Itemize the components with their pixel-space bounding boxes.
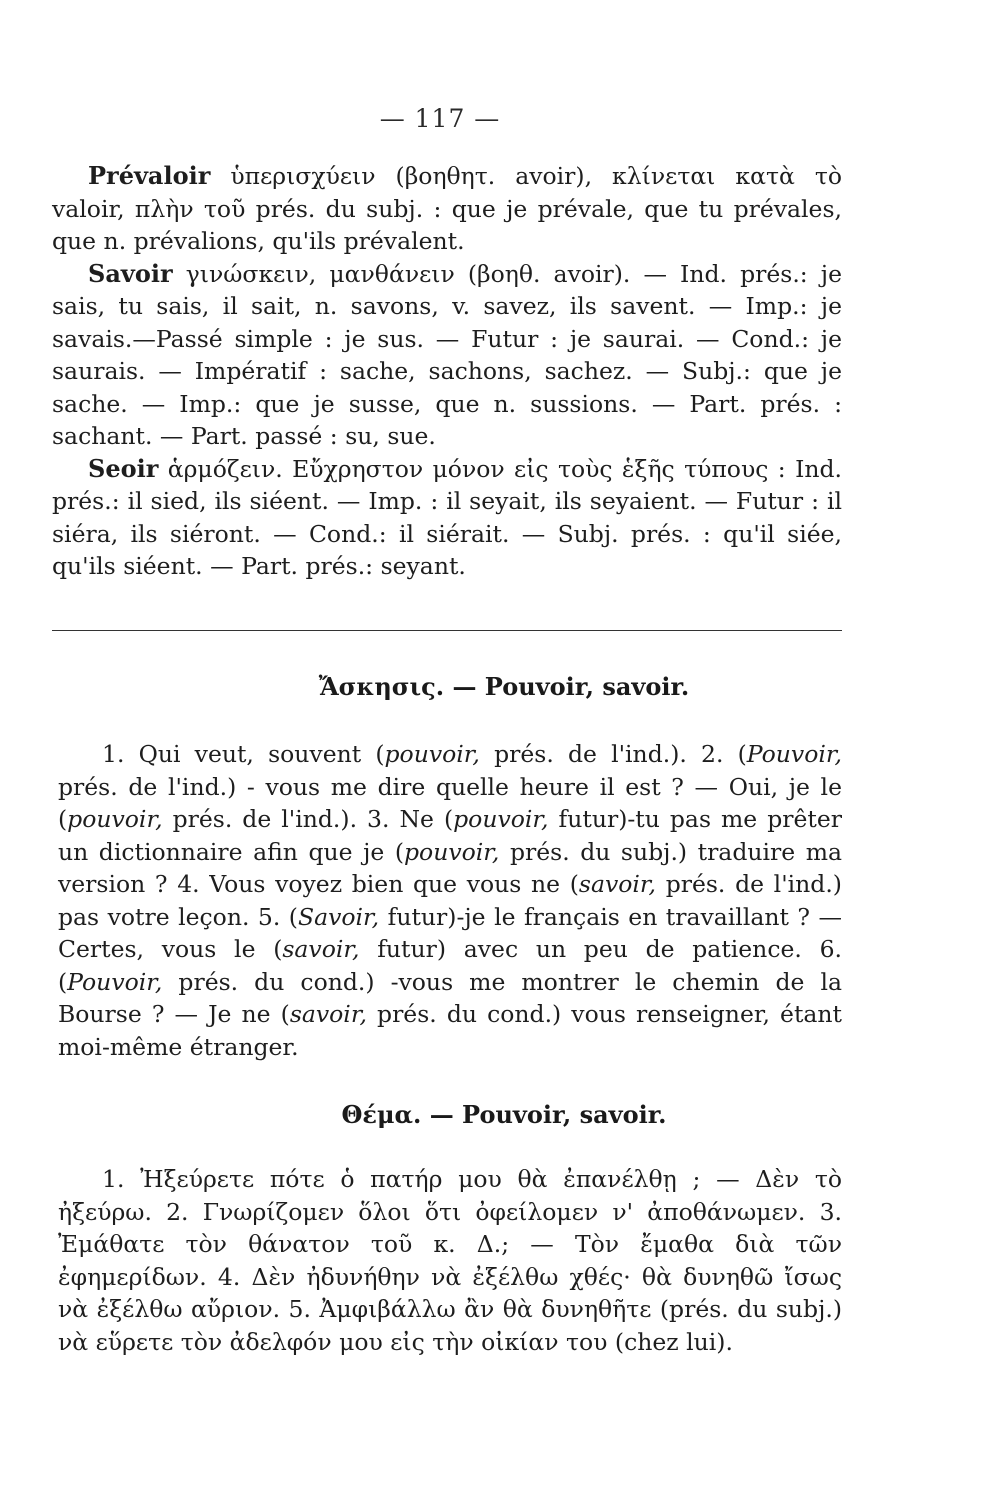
entry-head: Savoir: [88, 258, 173, 288]
entry-text: ὑπερισχύειν (βοηθητ. avoir), κλίνεται κατὰ τὸ valoir, πλὴν τοῦ prés. du subj. : que je prévale, que tu prévales, que n. prévalions, qu'ils prévalent.: [52, 162, 842, 255]
exercise-fragment: futur)-je le français en travaillant ? — Certes, vous le (: [58, 902, 842, 963]
exercise-fragment: 1. Qui veut, souvent (: [102, 740, 385, 768]
exercise-fragment: futur)-tu pas me prêter un dictionnaire afin que je (: [58, 805, 842, 866]
verb-cue: savoir,: [578, 870, 657, 898]
verb-cue: Pouvoir,: [746, 740, 842, 768]
exercise-fragment: prés. du subj.) traduire ma version ? 4. Vous voyez bien que vous ne (: [58, 837, 842, 898]
exercise-section: [58, 738, 842, 1063]
exercise-fragment: prés. de l'ind.) - vous me dire quelle heure il est ? — Oui, je le (: [58, 772, 842, 833]
theme-text: 1. Ἠξεύρετε πότε ὁ πατήρ μου θὰ ἐπανέλθῃ ; — Δὲν τὸ ἠξεύρω. 2. Γνωρίζομεν ὅλοι ὅτι ὀφείλομεν ν' ἀποθάνωμεν. 3. Ἐμάθατε τὸν θάνατον τοῦ κ. Δ.; — Τὸν ἔμαθα διὰ τῶν ἐφημερίδων. 4. Δὲν ἠδυνήθην νὰ ἐξέλθω χθές· θὰ δυνηθῶ ἴσως νὰ ἐξέλθω αὔριον. 5. Ἀμφιβάλλω ἂν θὰ δυνηθῆτε (prés. du subj.) νὰ εὕρετε τὸν ἀδελφόν μου εἰς τὴν οἰκίαν του (chez lui).: [58, 1165, 842, 1356]
verb-cue: savoir,: [289, 1000, 367, 1028]
theme-section: [58, 1163, 842, 1358]
verb-cue: pouvoir,: [453, 805, 549, 833]
theme-title-rest: — Pouvoir, savoir.: [421, 1100, 667, 1129]
grammar-section: [52, 160, 842, 583]
verb-cue: pouvoir,: [404, 837, 500, 866]
entry-savoir: [52, 258, 842, 453]
entry-seoir: [52, 453, 842, 583]
theme-title: [0, 1100, 1008, 1129]
entry-text: ἁρμόζειν. Εὔχρηστον μόνον εἰς τοὺς ἑξῆς τύπους : Ind. prés.: il sied, ils siéent. — Imp. : il seyait, ils seyaient. — Futur : il siéra, ils siéront. — Cond.: il siérait. — Subj. prés. : qu'il siée, qu'ils siéent. — Part. prés.: seyant.: [52, 454, 842, 580]
section-divider: [52, 630, 842, 631]
exercise-fragment: prés. de l'ind.). 3. Ne (: [162, 805, 454, 833]
verb-cue: Pouvoir,: [67, 967, 163, 996]
exercise-text: [58, 738, 842, 1063]
exercise-title-greek: Ἄσκησις.: [318, 672, 445, 701]
exercise-fragment: prés. de l'ind.) pas votre leçon. 5. (: [58, 870, 842, 931]
verb-cue: pouvoir,: [67, 805, 163, 833]
exercise-title: [0, 672, 1008, 701]
entry-prevaloir: [52, 160, 842, 258]
exercise-fragment: prés. du cond.) vous renseigner, étant moi-même étranger.: [58, 1000, 842, 1061]
exercise-fragment: prés. du cond.) -vous me montrer le chemin de la Bourse ? — Je ne (: [58, 967, 842, 1028]
verb-cue: savoir,: [282, 935, 360, 963]
entry-text: γινώσκειν, μανθάνειν (βοηθ. avoir). — Ind. prés.: je sais, tu sais, il sait, n. savons, v. savez, ils savent. — Imp.: je savais.—Passé simple : je sus. — Futur : je saurai. — Cond.: je saurais. — Impératif : sache, sachons, sachez. — Subj.: que je sache. — Imp.: que je susse, que n. sussions. — Part. prés. : sachant. — Part. passé : su, sue.: [52, 259, 842, 450]
exercise-fragment: prés. de l'ind.). 2. (: [479, 740, 747, 768]
verb-cue: pouvoir,: [384, 740, 480, 768]
theme-title-greek: Θέμα.: [341, 1100, 422, 1129]
exercise-title-rest: — Pouvoir, savoir.: [444, 672, 690, 701]
entry-head: Seoir: [88, 453, 159, 483]
page-number: — 117 —: [379, 104, 501, 133]
exercise-fragment: futur) avec un peu de patience. 6. (: [58, 935, 842, 996]
entry-head: Prévaloir: [88, 161, 211, 190]
verb-cue: Savoir,: [297, 902, 380, 931]
